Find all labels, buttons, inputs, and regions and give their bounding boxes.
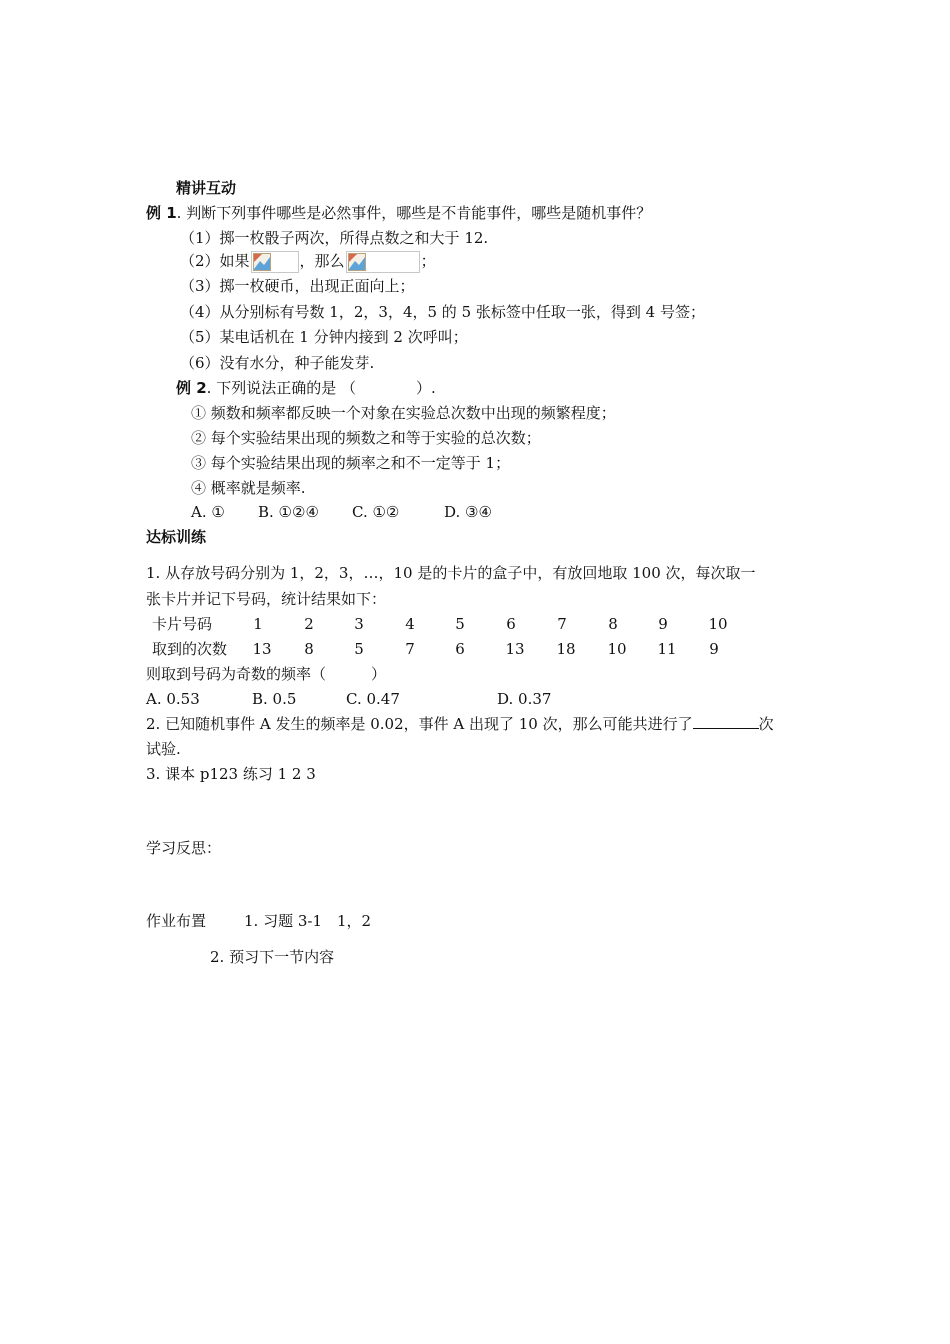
table-cell: 5	[354, 640, 364, 658]
example-2-statement-3: ③ 每个实验结果出现的频率之和不一定等于 1；	[191, 454, 511, 472]
example-1-item-5: （5）某电话机在 1 分钟内接到 2 次呼叫；	[180, 328, 468, 346]
table-cell: 9	[658, 615, 668, 633]
example-2-option-a: A. ①	[191, 503, 225, 521]
table-cell: 9	[709, 640, 719, 658]
question-1-option-c: C. 0.47	[346, 690, 400, 708]
table-cell: 13	[252, 640, 272, 658]
question-2-line-1	[146, 714, 774, 734]
example-1-question	[146, 203, 651, 223]
example-1-item-1: （1）掷一枚骰子两次，所得点数之和大于 12.	[180, 229, 489, 247]
section-title-dabiao: 达标训练	[146, 528, 207, 546]
table-cell: 8	[304, 640, 314, 658]
example-2-statement-1: ① 频数和频率都反映一个对象在实验总次数中出现的频繁程度；	[191, 404, 616, 422]
question-2-text: 2. 已知随机事件 A 发生的频率是 0.02，事件 A 出现了 10 次，那么可能共进行了	[146, 715, 693, 733]
broken-image-icon	[346, 251, 420, 273]
example-2-text: . 下列说法正确的是 （ ）.	[206, 379, 436, 397]
example-2-statement-2: ② 每个实验结果出现的频数之和等于实验的总次数；	[191, 429, 541, 447]
table-cell: 7	[557, 615, 567, 633]
question-3: 3. 课本 p123 练习 1 2 3	[146, 765, 316, 783]
section-title-jingjiang: 精讲互动	[176, 179, 237, 197]
table-row-1-label: 卡片号码	[152, 615, 213, 633]
example-2-option-c: C. ①②	[352, 503, 400, 521]
question-1-option-a: A. 0.53	[146, 690, 200, 708]
table-row-2-label: 取到的次数	[152, 640, 228, 658]
table-cell: 2	[304, 615, 314, 633]
table-cell: 18	[556, 640, 576, 658]
table-cell: 8	[608, 615, 618, 633]
table-cell: 10	[708, 615, 728, 633]
answer-blank	[693, 714, 759, 729]
example-2-option-b: B. ①②④	[258, 503, 319, 521]
question-1-ask: 则取到号码为奇数的频率（ ）	[146, 665, 387, 683]
table-cell: 6	[455, 640, 465, 658]
example-1-item-2	[180, 251, 436, 273]
item-2-middle: ，那么	[299, 252, 345, 270]
question-1-line-1: 1. 从存放号码分别为 1，2，3，…，10 是的卡片的盒子中，有放回地取 100 次，每次取一	[146, 564, 756, 582]
table-cell: 11	[657, 640, 677, 658]
item-2-suffix: ；	[420, 252, 436, 270]
table-cell: 7	[405, 640, 415, 658]
question-1-option-b: B. 0.5	[252, 690, 297, 708]
table-cell: 1	[253, 615, 263, 633]
example-1-label: 例 1	[146, 204, 177, 222]
question-1-line-2: 张卡片并记下号码，统计结果如下：	[146, 590, 387, 608]
table-cell: 10	[607, 640, 627, 658]
table-cell: 5	[455, 615, 465, 633]
example-2-statement-4: ④ 概率就是频率.	[191, 479, 306, 497]
table-cell: 6	[506, 615, 516, 633]
homework-item-1: 1. 习题 3-1 1，2	[244, 912, 372, 930]
table-cell: 4	[405, 615, 415, 633]
reflection-label: 学习反思：	[146, 839, 222, 857]
question-2-line-2: 试验.	[146, 740, 181, 758]
table-cell: 3	[354, 615, 364, 633]
example-2-option-d: D. ③④	[444, 503, 492, 521]
homework-label: 作业布置	[146, 912, 207, 930]
example-1-item-6: （6）没有水分，种子能发芽.	[180, 354, 375, 372]
question-2-text-end: 次	[758, 715, 774, 733]
broken-image-icon	[251, 251, 299, 273]
example-1-item-4: （4）从分别标有号数 1，2，3，4，5 的 5 张标签中任取一张，得到 4 号签；	[180, 303, 705, 321]
example-1-text: . 判断下列事件哪些是必然事件，哪些是不肯能事件，哪些是随机事件？	[176, 204, 652, 222]
homework-item-2: 2. 预习下一节内容	[210, 948, 335, 966]
example-2-label: 例 2	[176, 379, 207, 397]
example-2-question	[176, 378, 436, 398]
question-1-option-d: D. 0.37	[497, 690, 552, 708]
item-2-prefix: （2）如果	[180, 252, 250, 270]
table-cell: 13	[505, 640, 525, 658]
example-1-item-3: （3）掷一枚硬币，出现正面向上；	[180, 277, 415, 295]
